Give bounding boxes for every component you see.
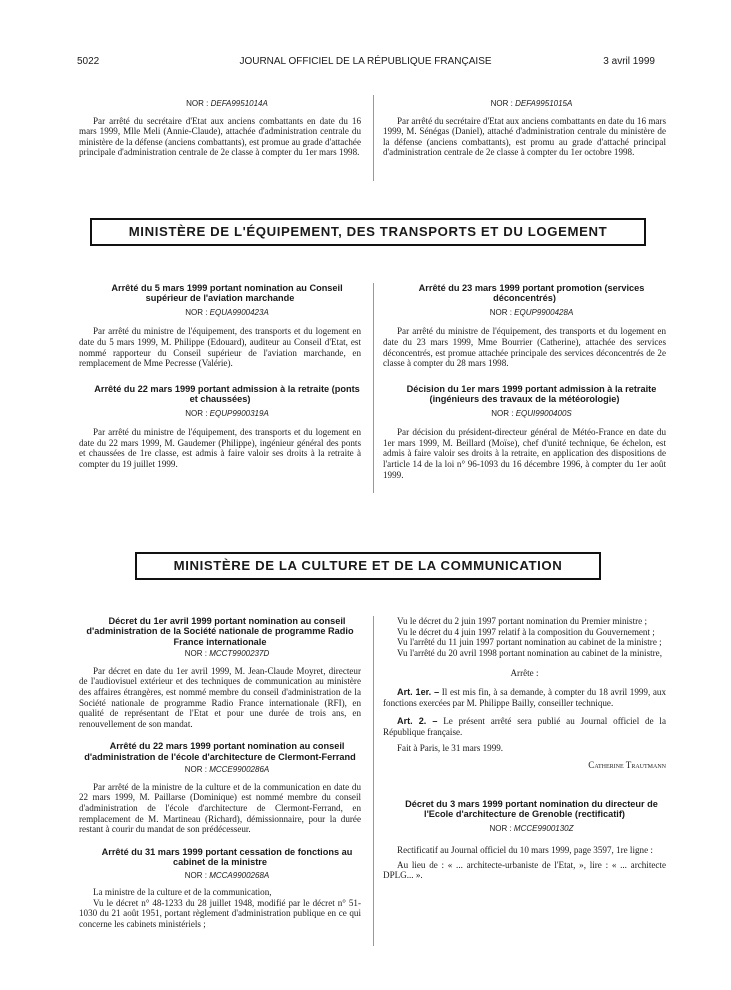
nor-code: MCCE9900130Z (513, 824, 574, 834)
body-text: Par arrêté du ministre de l'équipement, des transports et du logement en date du 5 mars 1999, M. Philippe (Edouard), auditeur au Conseil d'Etat, est nommé rapporteur du Conseil supérieur de l'aviation marchande, en remplacement de Mme Pecresse (Valérie). (79, 326, 361, 369)
culture-right-column: Vu le décret du 2 juin 1997 portant nomination du Premier ministre ; Vu le décret du 4 juin 1997 relatif à la composition du Gouvernement ; Vu l'arrêté du 11 juin 1997 portant nomination au cabinet de la ministre ; Vu l'arrêté du 20 avril 1998 portant nomination au cabinet de la ministre, Arrête : Art. 1er. – Il est mis fin, à sa demande, à compter du 18 avril 1999, aux fonctions exercées par M. Philippe Bailly, conseiller technique. Art. 2. – Le présent arrêté sera publié au Journal officiel de la République française. Fait à Paris, le 31 mars 1999. Catherine Trautmann Décret du 3 mars 1999 portant nomination du directeur de l'Ecole d'architecture de Grenoble (rectificatif) NOR : MCCE9900130Z Rectificatif au Journal officiel du 10 mars 1999, page 3597, 1re ligne : Au lieu de : « ... architecte-urbaniste de l'Etat, », lire : « ... architecte DPLG... ». (383, 616, 666, 881)
body-text: Par arrêté du ministre de l'équipement, des transports et du logement en date du 23 mars 1999, Mme Bourrier (Catherine), attachée des services déconcentrés, est promue attachée principale des services déconcentrés de 2e classe à compter du 28 mars 1998. (383, 326, 666, 369)
visa: Vu le décret du 4 juin 1997 relatif à la composition du Gouvernement ; (397, 626, 655, 637)
ministry-banner-equipement: MINISTÈRE DE L'ÉQUIPEMENT, DES TRANSPORTS ET DU LOGEMENT (90, 218, 646, 246)
nor-code: MCCA9900268A (209, 870, 270, 880)
arrete-heading: Arrête : (510, 668, 539, 679)
nor-code: MCCE9900286A (209, 765, 270, 775)
ministry-banner-culture: MINISTÈRE DE LA CULTURE ET DE LA COMMUNICATION (135, 552, 601, 580)
visa: Vu l'arrêté du 20 avril 1998 portant nomination au cabinet de la ministre, (397, 647, 662, 658)
nor-code: MCCT9900237D (209, 649, 270, 659)
visa: Vu le décret du 2 juin 1997 portant nomination du Premier ministre ; (397, 616, 647, 626)
body-text: Par arrêté du ministre de l'équipement, des transports et du logement en date du 22 mars 1999, M. Gaudemer (Philippe), ingénieur général des ponts et chaussées de 1re classe, est admis à faire valoir ses droits à la retraite à compter du 19 juillet 1999. (79, 427, 361, 469)
nor-code: EQUA9900423A (209, 307, 269, 317)
body-text: Par arrêté du secrétaire d'Etat aux anciens combattants en date du 16 mars 1999, M. Sénégas (Daniel), attaché d'administration centrale du ministère de la défense (anciens combattants), est promu au grade d'attaché principal d'administration centrale de 2e classe à compter du 1er octobre 1998. (383, 115, 666, 158)
article-label: Art. 2. – (397, 716, 438, 727)
issue-date: 3 avril 1999 (603, 56, 655, 67)
signature: Catherine Trautmann (588, 759, 666, 770)
act-title: Arrêté du 22 mars 1999 portant nomination au conseil d'administration de l'école d'architecture de Clermont-Ferrand (84, 741, 356, 762)
culture-left-column: Décret du 1er avril 1999 portant nomination au conseil d'administration de la Société nationale de programme Radio France internationale NOR : MCCT9900237D Par décret en date du 1er avril 1999, M. Jean-Claude Moyret, directeur de l'audiovisuel extérieur et des techniques de communication au ministère des affaires étrangères, est nommé membre du conseil d'administration de la Société nationale de programme Radio France internationale (RFI), en qualité de représentant de l'Etat et pour une durée de trois ans, en renouvellement de son mandat. Arrêté du 22 mars 1999 portant nomination au conseil d'administration de l'école d'architecture de Clermont-Ferrand NOR : MCCE9900286A Par arrêté de la ministre de la culture et de la communication en date du 22 mars 1999, M. Paillarse (Dominique) est nommé membre du conseil d'administration de l'école d'architecture de Clermont-Ferrand, en remplacement de M. Martineau (Richard), démissionnaire, pour la durée restant à courir du mandat de son prédécesseur. Arrêté du 31 mars 1999 portant cessation de fonctions au cabinet de la ministre NOR : MCCA9900268A La ministre de la culture et de la communication, Vu le décret n° 48-1233 du 28 juillet 1948, modifié par le décret n° 51-1030 du 21 août 1951, portant règlement d'administration publique en ce qui concerne les cabinets ministériels ; (79, 616, 361, 929)
body-text: Par arrêté de la ministre de la culture et de la communication en date du 22 mars 1999, M. Paillarse (Dominique) est nommé membre du conseil d'administration de l'école d'architecture de Clermont-Ferrand, en remplacement de M. Martineau (Richard), démissionnaire, pour la durée restant à courir du mandat de son prédécesseur. (79, 781, 361, 835)
column-divider (373, 283, 374, 493)
nor-code: DEFA9951014A (210, 99, 268, 108)
body-text: Au lieu de : « ... architecte-urbaniste de l'Etat, », lire : « ... architecte DPLG... ». (383, 859, 666, 881)
nor-code: EQUP9900428A (514, 307, 574, 317)
journal-title: JOURNAL OFFICIEL DE LA RÉPUBLIQUE FRANÇAISE (239, 56, 492, 67)
body-text: Par décision du président-directeur général de Météo-France en date du 1er mars 1999, M. Beillard (Moïse), chef d'unité technique, 6e échelon, est admis à faire valoir ses droits à la retraite, en application des dispositions de l'article 14 de la loi n° 96-1093 du 16 décembre 1996, à compter du 1er août 1999. (383, 427, 666, 480)
nor-code: EQUP9900319A (209, 408, 269, 418)
act-title: Arrêté du 5 mars 1999 portant nomination au Conseil supérieur de l'aviation marchande (111, 283, 343, 304)
body-text: Par décret en date du 1er avril 1999, M. Jean-Claude Moyret, directeur de l'audiovisuel extérieur et des techniques de communication au ministère des affaires étrangères, est nommé membre du conseil d'administration de la Société nationale de programme Radio France internationale (RFI), en qualité de représentant de l'Etat et pour une durée de trois ans, en renouvellement de son mandat. (79, 665, 361, 729)
nor-code: EQUI9900400S (515, 408, 572, 418)
act-title: Décret du 1er avril 1999 portant nomination au conseil d'administration de la Société nationale de programme Radio France internationale (86, 616, 354, 647)
act-title: Décret du 3 mars 1999 portant nomination du directeur de l'Ecole d'architecture de Grenoble (rectificatif) (405, 798, 658, 819)
article-text: Il est mis fin, à sa demande, à compter du 18 avril 1999, aux fonctions exercées par M. Philippe Bailly, conseiller technique. (383, 686, 666, 708)
act-title: Arrêté du 22 mars 1999 portant admission à la retraite (ponts et chaussées) (94, 383, 360, 405)
article-label: Art. 1er. – (397, 686, 440, 697)
top-left-column: NOR : DEFA9951014A Par arrêté du secrétaire d'Etat aux anciens combattants en date du 16 mars 1999, Mlle Meli (Annie-Claude), attachée d'administration centrale du ministère de la défense (anciens combattants), est promue au grade d'attachée principale d'administration centrale de 2e classe à compter du 1er mars 1998. (79, 99, 361, 158)
column-divider (373, 95, 374, 181)
visa: Vu l'arrêté du 11 juin 1997 portant nomination au cabinet de la ministre ; (397, 637, 662, 648)
equipement-left-column: Arrêté du 5 mars 1999 portant nomination au Conseil supérieur de l'aviation marchande NOR : EQUA9900423A Par arrêté du ministre de l'équipement, des transports et du logement en date du 5 mars 1999, M. Philippe (Edouard), auditeur au Conseil d'Etat, est nommé rapporteur du Conseil supérieur de l'aviation marchande, en remplacement de Mme Pecresse (Valérie). Arrêté du 22 mars 1999 portant admission à la retraite (ponts et chaussées) NOR : EQUP9900319A Par arrêté du ministre de l'équipement, des transports et du logement en date du 22 mars 1999, M. Gaudemer (Philippe), ingénieur général des ponts et chaussées de 1re classe, est admis à faire valoir ses droits à la retraite à compter du 19 juillet 1999. (79, 283, 361, 469)
body-text: Par arrêté du secrétaire d'Etat aux anciens combattants en date du 16 mars 1999, Mlle Meli (Annie-Claude), attachée d'administration centrale du ministère de la défense (anciens combattants), est promue au grade d'attachée principale d'administration centrale de 2e classe à compter du 1er mars 1998. (79, 115, 361, 158)
act-title: Décision du 1er mars 1999 portant admission à la retraite (ingénieurs des travaux de la météorologie) (406, 383, 657, 405)
act-title: Arrêté du 23 mars 1999 portant promotion (services déconcentrés) (418, 283, 645, 304)
act-title: Arrêté du 31 mars 1999 portant cessation de fonctions au cabinet de la ministre (101, 846, 353, 868)
article-text: Le présent arrêté sera publié au Journal officiel de la République française. (383, 716, 666, 737)
top-right-column: NOR : DEFA9951015A Par arrêté du secrétaire d'Etat aux anciens combattants en date du 16 mars 1999, M. Sénégas (Daniel), attaché d'administration centrale du ministère de la défense (anciens combattants), est promu au grade d'attaché principal d'administration centrale de 2e classe à compter du 1er octobre 1998. (383, 99, 666, 158)
body-text: La ministre de la culture et de la communication, (93, 887, 272, 898)
fait-line: Fait à Paris, le 31 mars 1999. (397, 743, 504, 754)
nor-code: DEFA9951015A (515, 99, 573, 108)
page-number: 5022 (77, 56, 100, 67)
body-text: Rectificatif au Journal officiel du 10 mars 1999, page 3597, 1re ligne : (397, 844, 653, 855)
body-text: Vu le décret n° 48-1233 du 28 juillet 1948, modifié par le décret n° 51-1030 du 21 août 1951, portant règlement d'administration publique en ce qui concerne les cabinets ministériels ; (79, 897, 361, 929)
column-divider (373, 616, 374, 946)
equipement-right-column: Arrêté du 23 mars 1999 portant promotion (services déconcentrés) NOR : EQUP9900428A Par arrêté du ministre de l'équipement, des transports et du logement en date du 23 mars 1999, Mme Bourrier (Catherine), attachée des services déconcentrés, est promue attachée principale des services déconcentrés de 2e classe à compter du 28 mars 1998. Décision du 1er mars 1999 portant admission à la retraite (ingénieurs des travaux de la météorologie) NOR : EQUI9900400S Par décision du président-directeur général de Météo-France en date du 1er mars 1999, M. Beillard (Moïse), chef d'unité technique, 6e échelon, est admis à faire valoir ses droits à la retraite, en application des dispositions de l'article 14 de la loi n° 96-1093 du 16 décembre 1996, à compter du 1er août 1999. (383, 283, 666, 480)
